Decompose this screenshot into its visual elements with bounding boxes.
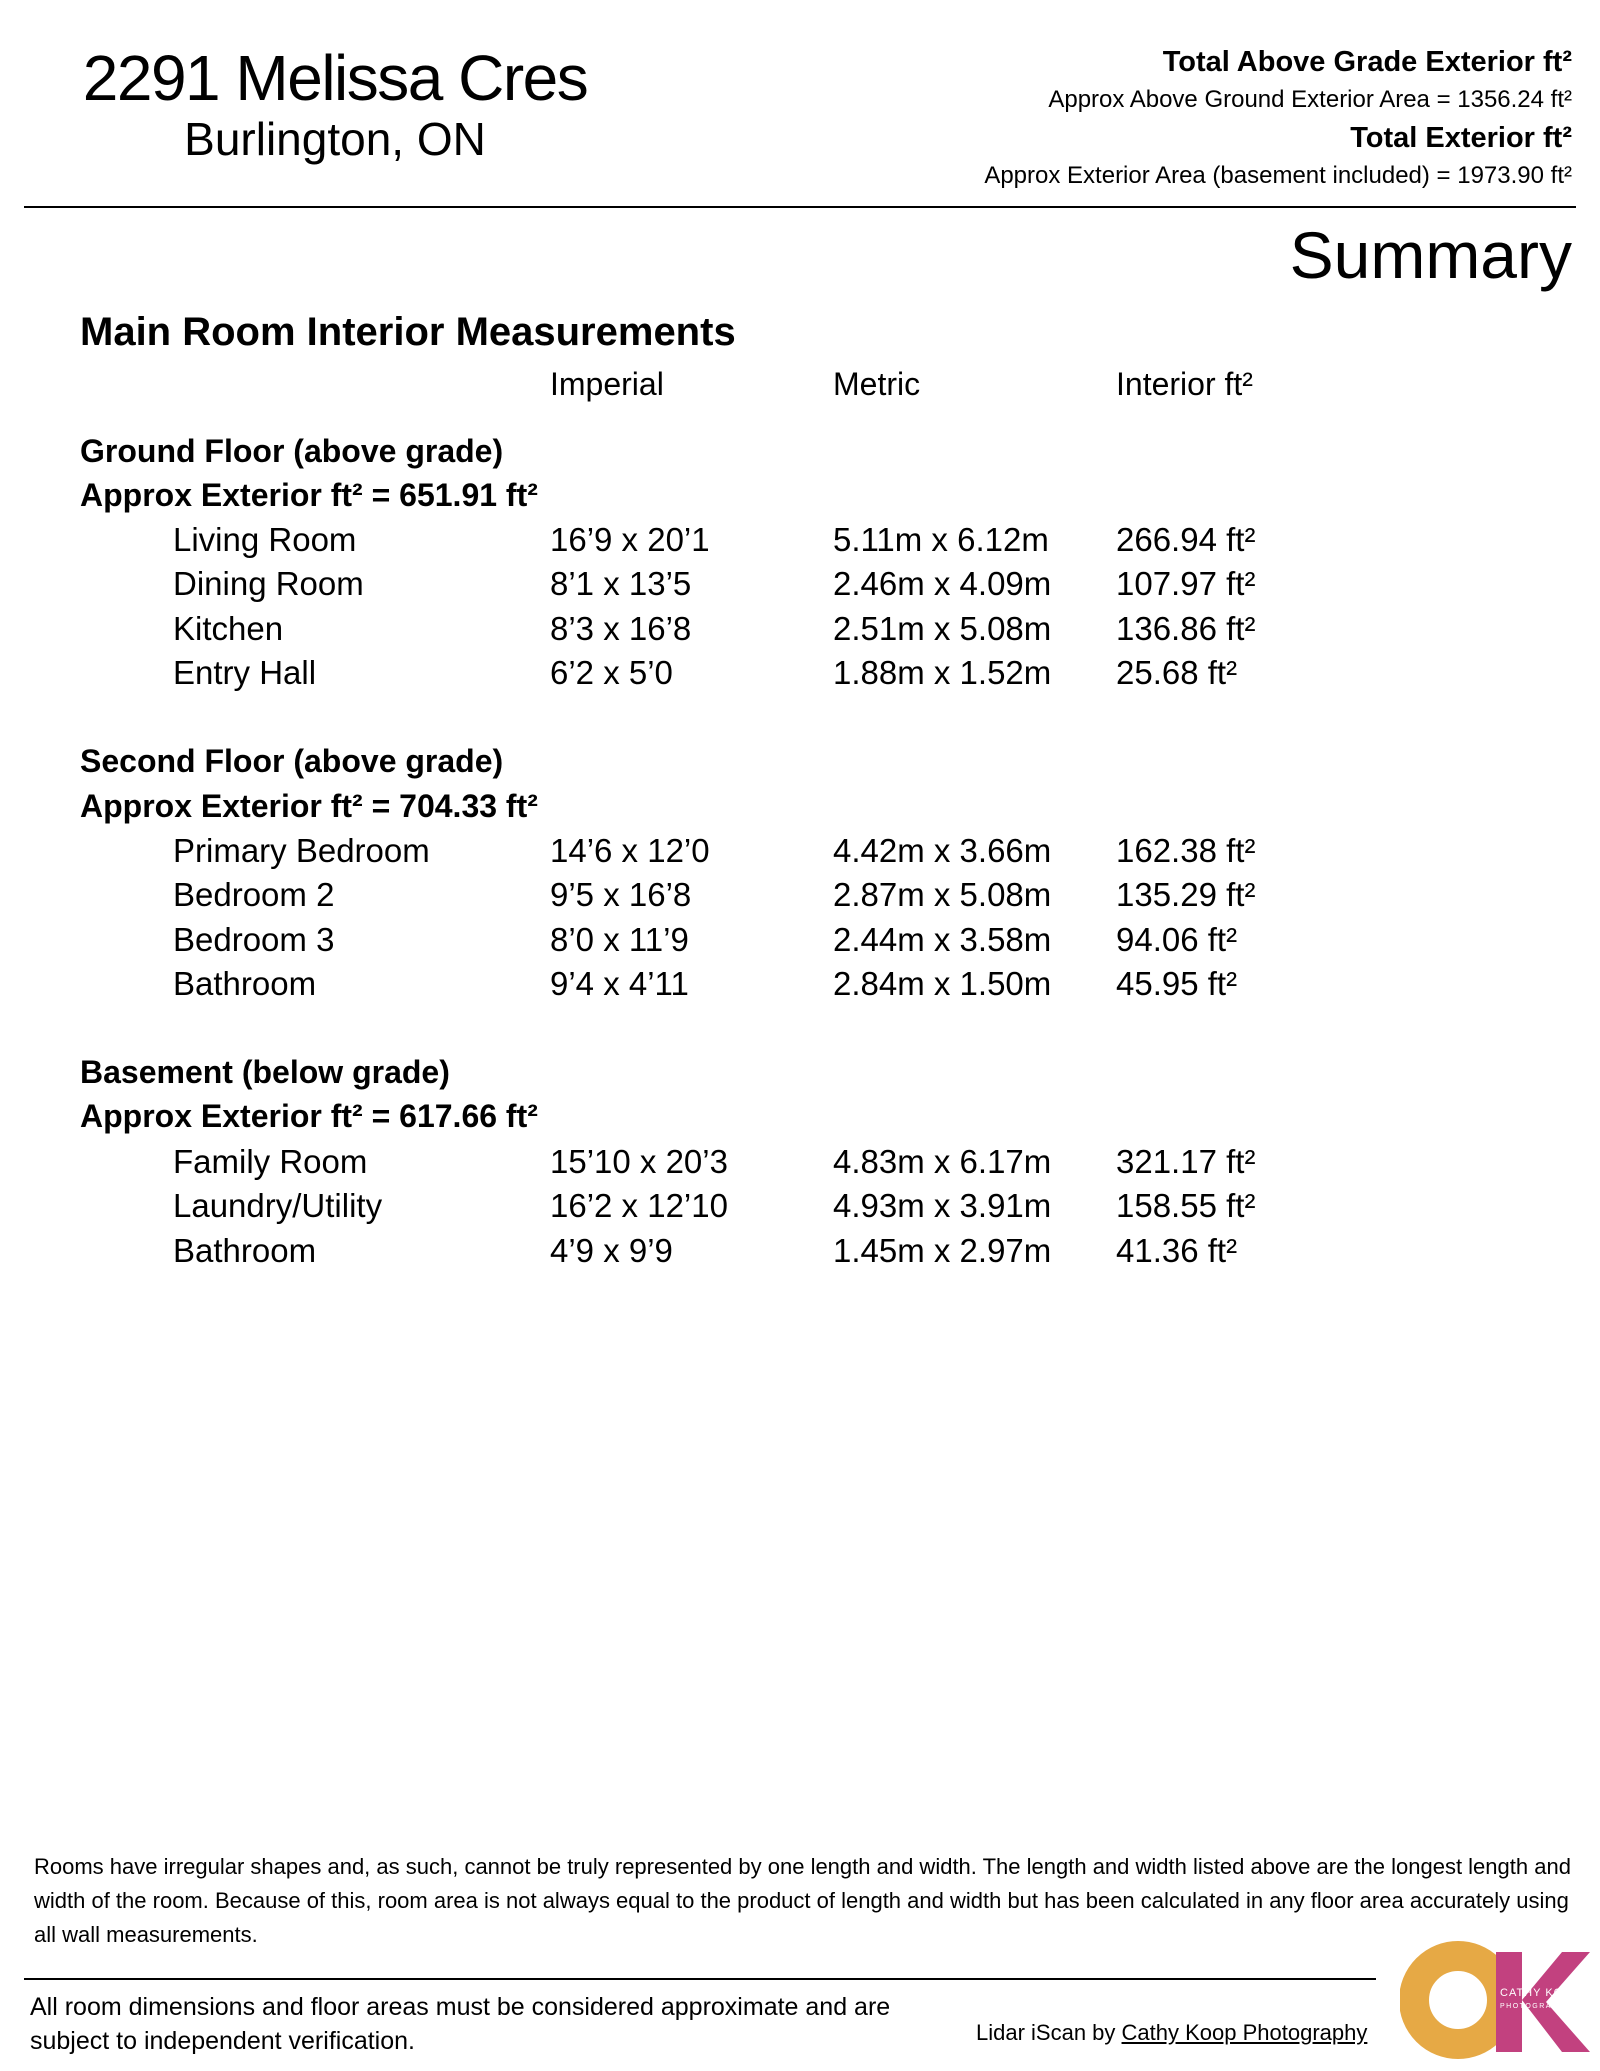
column-header-interior: Interior ft² xyxy=(1116,366,1253,402)
room-area: 158.55 ft² xyxy=(1116,1187,1256,1224)
room-imperial: 15’10 x 20’3 xyxy=(550,1143,728,1180)
room-name: Laundry/Utility xyxy=(173,1187,383,1224)
above-grade-title: Total Above Grade Exterior ft² xyxy=(1162,46,1572,78)
floor-title: Ground Floor (above grade) xyxy=(80,433,504,469)
room-metric: 1.88m x 1.52m xyxy=(833,654,1052,691)
room-imperial: 9’4 x 4’11 xyxy=(550,965,689,1002)
room-imperial: 14’6 x 12’0 xyxy=(550,832,710,869)
room-name: Primary Bedroom xyxy=(173,832,430,869)
room-area: 107.97 ft² xyxy=(1116,565,1256,602)
room-row xyxy=(0,612,1600,656)
room-imperial: 9’5 x 16’8 xyxy=(550,876,692,913)
room-name: Living Room xyxy=(173,521,357,558)
room-metric: 2.84m x 1.50m xyxy=(833,965,1052,1002)
credit-line xyxy=(976,2022,1367,2044)
room-metric: 2.46m x 4.09m xyxy=(833,565,1052,602)
room-area: 136.86 ft² xyxy=(1116,610,1256,647)
logo-subtext: PHOTOGRAPHY xyxy=(1500,2003,1571,2010)
room-area: 45.95 ft² xyxy=(1116,965,1238,1002)
column-header-imperial: Imperial xyxy=(550,366,664,402)
room-metric: 4.93m x 3.91m xyxy=(833,1187,1052,1224)
credit-prefix: Lidar iScan by xyxy=(976,2020,1122,2045)
room-area: 266.94 ft² xyxy=(1116,521,1256,558)
room-imperial: 4’9 x 9’9 xyxy=(550,1232,673,1269)
room-row xyxy=(0,878,1600,922)
room-metric: 5.11m x 6.12m xyxy=(833,521,1049,558)
room-imperial: 8’3 x 16’8 xyxy=(550,610,692,647)
room-name: Bedroom 2 xyxy=(173,876,335,913)
room-row xyxy=(0,1189,1600,1233)
room-imperial: 6’2 x 5’0 xyxy=(550,654,673,691)
room-area: 321.17 ft² xyxy=(1116,1143,1256,1180)
floor-exterior-area: Approx Exterior ft² = 617.66 ft² xyxy=(80,1098,538,1134)
property-city: Burlington, ON xyxy=(184,113,486,165)
room-area: 162.38 ft² xyxy=(1116,832,1256,869)
credit-link[interactable]: Cathy Koop Photography xyxy=(1121,2020,1368,2045)
room-name: Dining Room xyxy=(173,565,364,602)
room-imperial: 16’9 x 20’1 xyxy=(550,521,710,558)
measurement-note: Rooms have irregular shapes and, as such, cannot be truly represented by one length and width. The length and width listed above are the longest length and width of the room. Because of this, room area is not always equal to the product of length and width but has been calculated in any floor area accurately using all wall measurements. xyxy=(34,1854,1571,1947)
room-metric: 4.42m x 3.66m xyxy=(833,832,1052,869)
room-row xyxy=(0,1234,1600,1278)
footer-divider xyxy=(24,1978,1376,1980)
room-row xyxy=(0,967,1600,1011)
floor-title: Second Floor (above grade) xyxy=(80,743,504,779)
cathy-koop-logo xyxy=(1400,1940,1590,2060)
room-row xyxy=(0,567,1600,611)
room-row xyxy=(0,523,1600,567)
header-divider xyxy=(24,206,1576,208)
room-metric: 1.45m x 2.97m xyxy=(833,1232,1052,1269)
room-row xyxy=(0,834,1600,878)
room-name: Entry Hall xyxy=(173,654,317,691)
section-title: Main Room Interior Measurements xyxy=(80,310,736,354)
room-area: 135.29 ft² xyxy=(1116,876,1256,913)
room-row xyxy=(0,656,1600,700)
page-title: Summary xyxy=(1289,218,1572,292)
logo-k-stem xyxy=(1496,1952,1522,2052)
room-imperial: 8’1 x 13’5 xyxy=(550,565,692,602)
column-header-metric: Metric xyxy=(833,366,921,402)
room-name: Bathroom xyxy=(173,1232,317,1269)
room-row xyxy=(0,1145,1600,1189)
room-name: Bathroom xyxy=(173,965,317,1002)
disclaimer: All room dimensions and floor areas must be considered approximate and are subject to independent verification. xyxy=(30,1993,891,2055)
room-metric: 2.87m x 5.08m xyxy=(833,876,1052,913)
room-metric: 2.44m x 3.58m xyxy=(833,921,1052,958)
total-exterior-area: Approx Exterior Area (basement included) = 1973.90 ft² xyxy=(984,162,1572,189)
room-metric: 4.83m x 6.17m xyxy=(833,1143,1052,1180)
room-name: Family Room xyxy=(173,1143,368,1180)
room-metric: 2.51m x 5.08m xyxy=(833,610,1052,647)
room-area: 94.06 ft² xyxy=(1116,921,1238,958)
room-area: 25.68 ft² xyxy=(1116,654,1238,691)
above-grade-area: Approx Above Ground Exterior Area = 1356.24 ft² xyxy=(1048,86,1572,113)
logo-text: CATHY KOOP xyxy=(1500,1987,1582,1999)
floor-exterior-area: Approx Exterior ft² = 704.33 ft² xyxy=(80,788,538,824)
total-exterior-title: Total Exterior ft² xyxy=(1350,122,1572,154)
logo-o-shape xyxy=(1414,1956,1502,2044)
property-address: 2291 Melissa Cres xyxy=(82,42,588,114)
room-row xyxy=(0,923,1600,967)
room-name: Bedroom 3 xyxy=(173,921,335,958)
room-name: Kitchen xyxy=(173,610,284,647)
floor-exterior-area: Approx Exterior ft² = 651.91 ft² xyxy=(80,477,538,513)
room-area: 41.36 ft² xyxy=(1116,1232,1238,1269)
room-imperial: 8’0 x 11’9 xyxy=(550,921,689,958)
room-imperial: 16’2 x 12’10 xyxy=(550,1187,728,1224)
floor-title: Basement (below grade) xyxy=(80,1054,450,1090)
logo-k-arms xyxy=(1522,1952,1590,2052)
